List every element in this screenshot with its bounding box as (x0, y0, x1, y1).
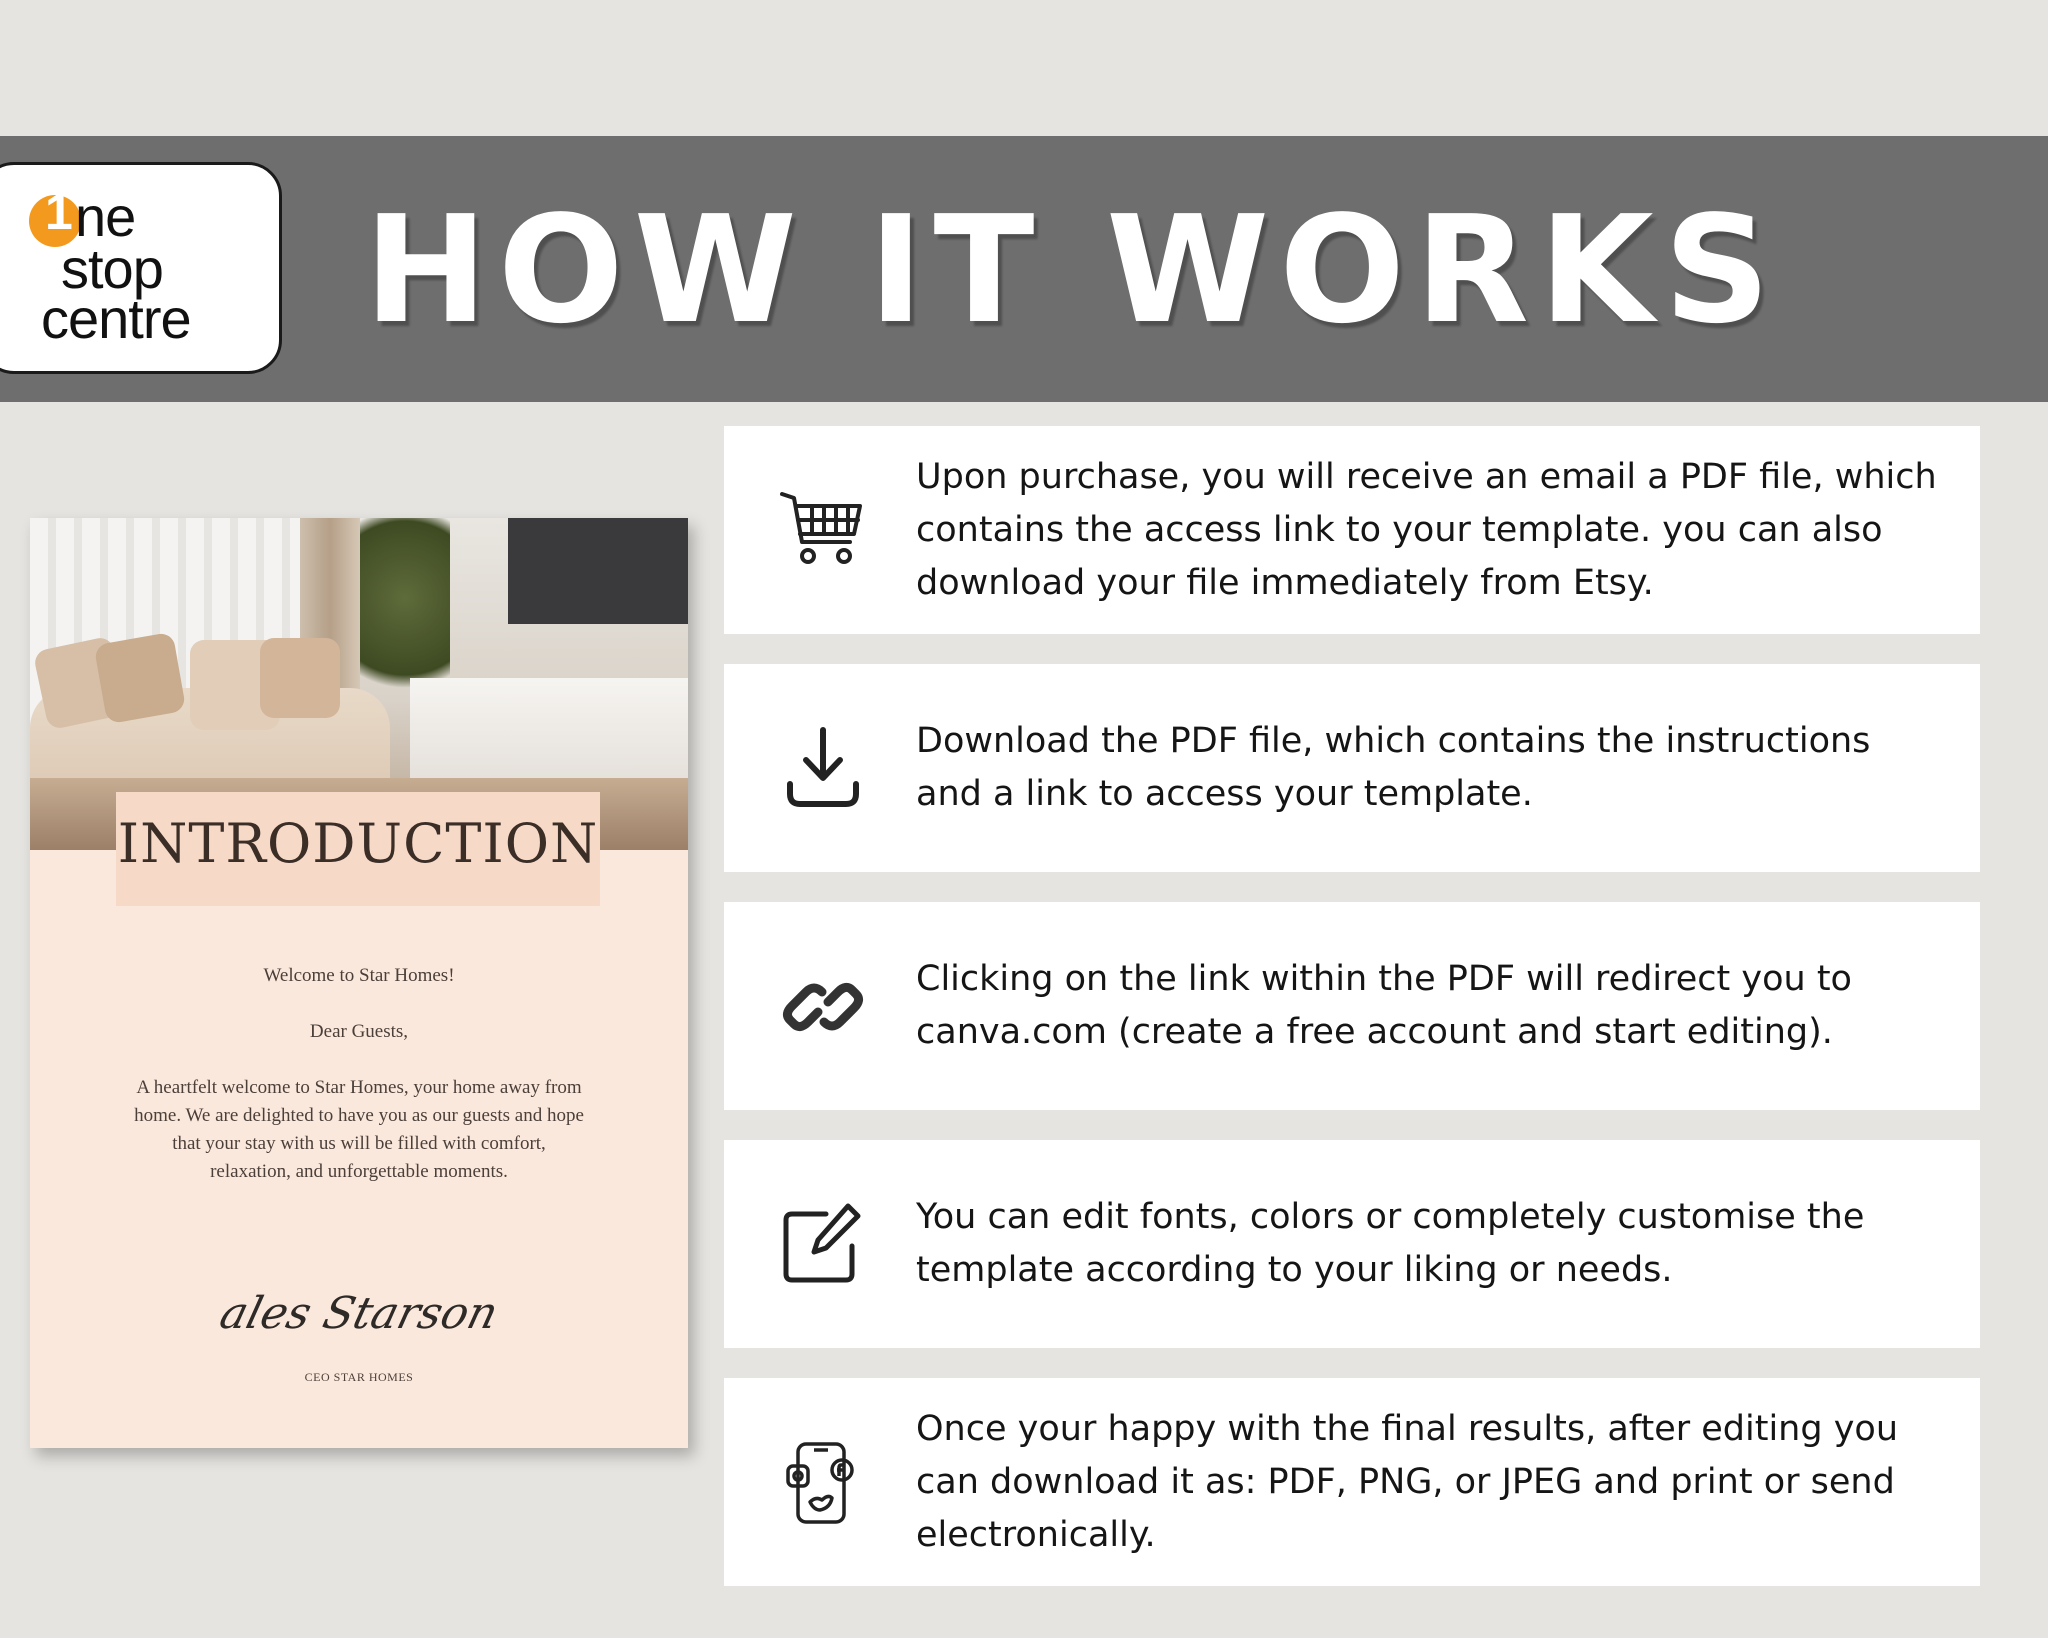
step-card-download (724, 664, 1980, 872)
photo-cabinet (410, 678, 688, 788)
preview-salutation: Dear Guests, (309, 1021, 409, 1042)
download-icon (778, 724, 868, 814)
signature-title: CEO STAR HOMES (304, 1370, 414, 1384)
photo-cushion (94, 632, 187, 725)
logo (0, 162, 282, 374)
page-title: HOW IT WORKS (364, 184, 1781, 356)
preview-body: A heartfelt welcome to Star Homes, your home away from home. We are delighted to have you as our guests and hope that your stay with us will be filled with comfort, relaxation, and unforgettable moments. (134, 1077, 584, 1182)
step-card-export (724, 1378, 1980, 1586)
logo-digit: 1 (45, 184, 73, 240)
step-text: Download the PDF file, which contains the instructions and a link to access your template. (916, 721, 1871, 814)
photo-cushion (260, 638, 340, 718)
logo-text-centre: centre (41, 287, 191, 350)
social-phone-icon (778, 1438, 868, 1528)
step-text: Once your happy with the final results, after editing you can download it as: PDF, PNG, or JPEG and print or send electronically. (916, 1408, 1899, 1555)
template-preview (30, 518, 688, 1448)
intro-heading-box (116, 792, 600, 906)
step-card-edit (724, 1140, 1980, 1348)
step-card-purchase (724, 426, 1980, 634)
shopping-cart-icon (778, 486, 868, 576)
edit-icon (778, 1200, 868, 1290)
signature: ales Starson (214, 1288, 504, 1339)
photo-tv (508, 518, 688, 624)
logo-text-stop: stop (61, 237, 163, 300)
intro-heading: INTRODUCTION (117, 812, 599, 875)
step-text: Clicking on the link within the PDF will redirect you to canva.com (create a free account and start editing). (916, 959, 1852, 1052)
step-text: Upon purchase, you will receive an email a PDF file, which contains the access link to your template. you can also download your file immediately from Etsy. (916, 456, 1937, 603)
link-icon (778, 962, 868, 1052)
step-text: You can edit fonts, colors or completely customise the template according to your liking or needs. (916, 1197, 1865, 1290)
logo-text-ne: ne (75, 185, 136, 248)
preview-welcome: Welcome to Star Homes! (263, 965, 455, 986)
step-card-link (724, 902, 1980, 1110)
